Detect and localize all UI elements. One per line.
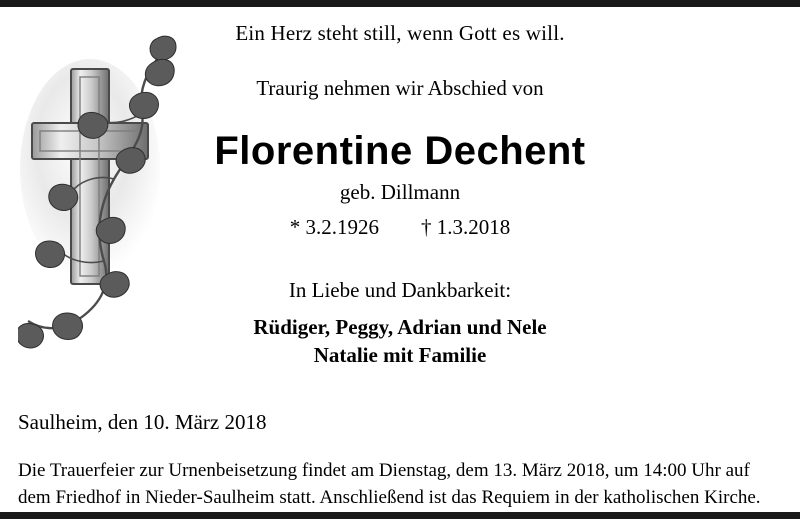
survivors-line-2: Natalie mit Familie bbox=[313, 343, 487, 368]
opening-verse: Ein Herz steht still, wenn Gott es will. bbox=[235, 21, 565, 45]
deceased-name: Florentine Dechent bbox=[214, 129, 586, 173]
maiden-name: geb. Dillmann bbox=[339, 180, 461, 204]
birth-date: * 3.2.1926 bbox=[289, 215, 379, 239]
life-dates bbox=[14, 215, 786, 240]
ceremony-details: Die Trauerfeier zur Urnenbeisetzung findet am Dienstag, dem 13. März 2018, um 14:00 Uhr auf dem Friedhof in Nieder-Saulheim statt. Anschließend ist das Requiem in der katholischen Kirche. bbox=[18, 459, 761, 509]
survivors-line-1: Rüdiger, Peggy, Adrian und Nele bbox=[253, 315, 547, 339]
death-date: † 1.3.2018 bbox=[421, 215, 511, 239]
farewell-line: Traurig nehmen wir Abschied von bbox=[256, 76, 544, 100]
survivors-list bbox=[14, 313, 786, 370]
notice-text-block bbox=[0, 7, 800, 512]
place-and-date: Saulheim, den 10. März 2018 bbox=[18, 409, 267, 434]
dedication-line: In Liebe und Dankbarkeit: bbox=[288, 278, 512, 302]
